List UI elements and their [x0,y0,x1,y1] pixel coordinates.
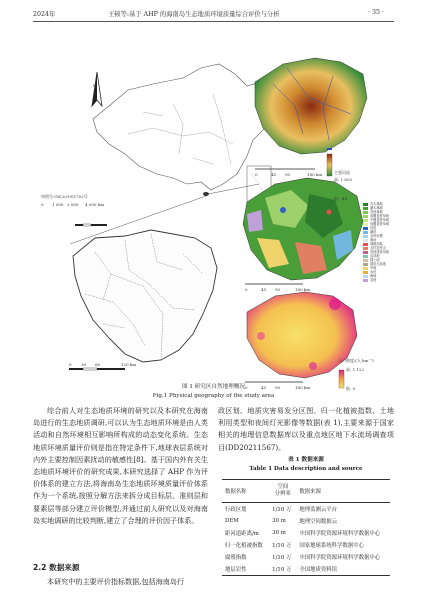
figure-caption-cn: 图 1 研究区自然地理概况 [181,384,246,390]
table-cell: 中国科学院资源环境科学数据中心 [299,531,381,537]
table-cell: 1/10 万 [272,543,292,549]
landuse-scale-3: 180 km [295,287,311,292]
table-header-row [222,480,390,503]
figure-caption-en: Fig.1 Physical geography of the study area [152,393,275,399]
map-review-number: 审图号:GS(2019)1702号 [41,194,88,199]
pop-legend-high: 高: 1 122 [346,367,365,372]
figure-1 [33,24,394,404]
table-header-name: 数据名称 [225,489,247,495]
table-cell: 归一化植被指数 [225,543,263,549]
scale-bar-hainan [69,368,125,370]
paragraph-data-description: 政区划、地质灾害易发分区图、归一化植被指数、土地利用类型和夜间灯光影像等数据(表 1),主要来源于国家相关的地理信息数据库以及重点地区地下水流场调查项目(DD20211567)。 [218,406,394,452]
north-label: N [93,83,97,88]
landuse-scale-0: 0 [245,287,248,292]
pop-legend-title: 人口密度/(人·km⁻²) [338,358,374,363]
pop-scale-1: 45 [261,385,267,390]
scale-national-2: 2 000 [67,202,79,207]
scale-national-unit: km [98,202,105,207]
scale-hainan-1: 30 [81,362,87,367]
dem-map [255,58,367,176]
landuse-legend-item: 低覆盖度草地 [363,222,394,226]
table-cell: DEM [225,518,239,524]
landuse-legend-item: 旱地 [363,266,394,270]
table-cell: 地理空间数据云 [299,519,338,525]
dem-legend-low: 低: -49 [334,196,348,201]
table-row [222,539,390,551]
header-title: 王顿等:基于 AHP 的海南岛生态地质环境质量综合评价与分析 [108,11,280,18]
landuse-scale-1: 45 [261,287,267,292]
scale-hainan-0: 0 [69,362,72,367]
data-source-table [222,479,390,576]
landuse-legend-item: 裸土地 [363,258,394,262]
dem-scale-1: 45 [271,172,277,177]
hainan-admin-map [73,230,217,362]
table-cell: 地理监测云平台 [299,507,338,513]
table-cell: 腐殖指数 [225,555,247,561]
table-row [222,563,390,576]
scale-national-3: 4 000 [85,202,97,207]
table-title-cn: 表 1 数据来源 [288,457,324,463]
landuse-legend-item: 裸岩石质地 [363,262,394,266]
table-cell: 行政区划 [225,507,247,513]
landuse-legend-item: 湖泊 [363,230,394,234]
landuse-legend-item: 沼泽地 [363,254,394,258]
landuse-legend-item: 水库坑塘 [363,234,394,238]
dem-scale-0: 0 [255,172,258,177]
scale-hainan-3: 120 km [121,362,137,367]
table-header-resolution: 空间 分辨率 [274,484,291,497]
landuse-map [243,178,363,284]
landuse-legend-item: 灌木林地 [363,206,394,210]
table-row [222,515,390,527]
paragraph-ecological-definition: 综合前人对生态地质环境的研究以及本研究在海南岛进行的生态地质调研,可以认为生态地质环境是由人类活动和自然环境相互影响所构成的动态变化系统。生态地质环境质量评价则是指在特定条件下,地球表层系统对内外主要控制因素扰动的敏感性[8]。基于国内外有关生态地质环境评价的研究成果,本研究选择了 AHP 作为评价体系的建立方法,将海南岛生态地质环境质量评价体系作为一个系统,按照分解方法来拆分成目标层、准则层和要素层等部分建立评价模型,并通过前人研究以及对海南岛实地调研的比较判断,建立了合理的评价因子体系。 [33,406,208,525]
table-row [222,527,390,539]
table-title-en: Table 1 Data description and source [249,466,363,472]
landuse-legend-item: 城镇用地 [363,242,394,246]
dem-legend-river: 主要河流 [334,170,350,175]
scale-hainan-2: 60 [95,362,101,367]
table-cell: 1/10 万 [272,507,292,513]
landuse-legend-item: 农村居民点 [363,246,394,250]
china-map-outline [93,64,273,190]
table-cell: 全国地质资料馆 [299,567,338,573]
landuse-legend-item: 其他 [363,278,394,282]
table-cell: 中国科学院资源环境科学数据中心 [299,555,381,561]
figure-1-graphic [33,24,394,404]
table-cell: 1/10 万 [272,555,292,561]
pop-scale-2: 90 [275,385,281,390]
paragraph-data-intro: 本研究中的主要评价指标数据,包括海南岛行 [47,577,185,586]
section-heading-data-source: 2.2 数据来源 [33,563,80,572]
pop-scale-3: 180 km [295,385,311,390]
dem-scale-3: 180 km [307,172,323,177]
landuse-legend-item: 河渠 [363,226,394,230]
landuse-legend [363,202,394,282]
table-row [222,503,390,516]
scale-national-1: 1 000 [52,202,64,207]
landuse-legend-item: 其他建设用地 [363,250,394,254]
table-cell: 国家地球系统科学数据中心 [299,543,365,549]
population-map [245,292,357,388]
landuse-legend-item: 水田 [363,270,394,274]
table-cell: 距河道距离/m [225,531,259,537]
pop-scale-0: 0 [245,385,248,390]
landuse-legend-item: 高覆盖度草地 [363,214,394,218]
header-rule [33,21,394,22]
header-year: 2024年 [33,11,56,18]
table-cell: 1/10 万 [272,567,292,573]
scale-bar-national [75,224,107,226]
pop-legend-low: 低: 0 [346,386,356,391]
table-cell: 地层岩性 [225,567,247,573]
dem-scale-2: 90 [285,172,291,177]
landuse-legend-item: 中覆盖度草地 [363,218,394,222]
scale-national-0: 0 [41,202,44,207]
table-header-source: 数据来源 [299,489,321,495]
dem-legend-high: 高: 1 820 [334,177,353,182]
landuse-legend-item: 乔木林地 [363,202,394,206]
table-cell: 30 m [272,530,286,536]
landuse-legend-item: 滩涂 [363,238,394,242]
landuse-legend-item: 海域 [363,274,394,278]
table-cell: 30 m [272,518,286,524]
table-row [222,551,390,563]
header-page-number: · 35 · [368,9,385,16]
landuse-scale-2: 90 [275,287,281,292]
landuse-legend-item: 其他林地 [363,210,394,214]
north-arrow-icon [92,72,102,106]
